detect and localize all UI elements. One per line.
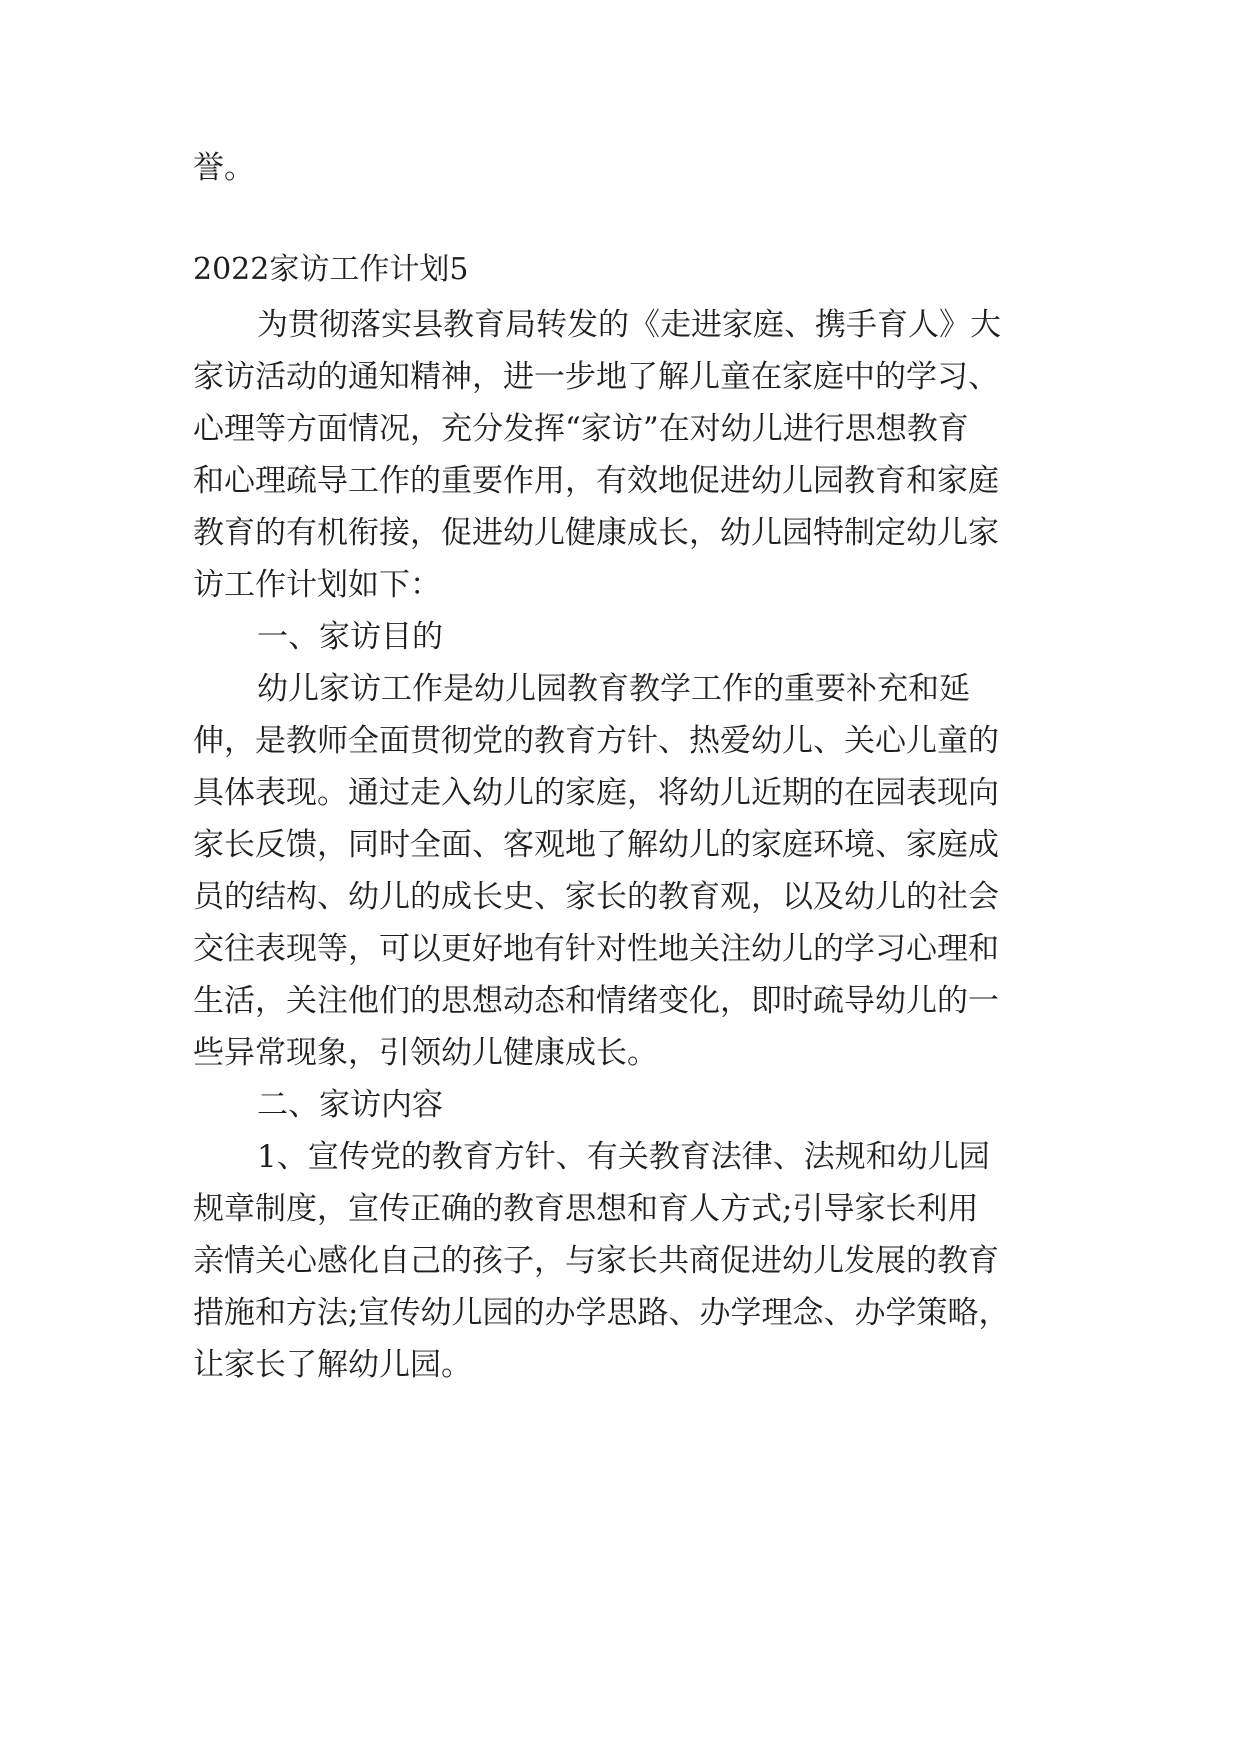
carryover-text: 誉。: [193, 150, 255, 186]
body-line: 具体表现。通过走入幼儿的家庭，将幼儿近期的在园表现向: [193, 775, 999, 811]
intro-line: 教育的有机衔接，促进幼儿健康成长，幼儿园特制定幼儿家: [193, 515, 999, 551]
body-line: 规章制度，宣传正确的教育思想和育人方式;引导家长利用: [193, 1191, 979, 1227]
body-line: 家长反馈，同时全面、客观地了解幼儿的家庭环境、家庭成: [193, 827, 999, 863]
intro-line: 和心理疏导工作的重要作用，有效地促进幼儿园教育和家庭: [193, 463, 999, 499]
body-line: 让家长了解幼儿园。: [193, 1347, 472, 1383]
body-line: 生活，关注他们的思想动态和情绪变化，即时疏导幼儿的一: [193, 983, 999, 1019]
intro-line: 访工作计划如下：: [193, 567, 441, 603]
body-line: 些异常现象，引领幼儿健康成长。: [193, 1035, 658, 1071]
body-line: 交往表现等，可以更好地有针对性地关注幼儿的学习心理和: [193, 931, 999, 967]
subsection-heading: 一、家访目的: [257, 619, 443, 655]
intro-line: 家访活动的通知精神，进一步地了解儿童在家庭中的学习、: [193, 359, 999, 395]
body-line: 伸，是教师全面贯彻党的教育方针、热爱幼儿、关心儿童的: [193, 723, 999, 759]
body-line: 亲情关心感化自己的孩子，与家长共商促进幼儿发展的教育: [193, 1243, 999, 1279]
intro-line: 为贯彻落实县教育局转发的《走进家庭、携手育人》大: [257, 307, 1001, 343]
body-line: 措施和方法;宣传幼儿园的办学思路、办学理念、办学策略，: [193, 1295, 1010, 1331]
section-title: 2022家访工作计划5: [193, 252, 469, 287]
body-line: 幼儿家访工作是幼儿园教育教学工作的重要补充和延: [257, 671, 970, 707]
body-line: 1、宣传党的教育方针、有关教育法律、法规和幼儿园: [257, 1139, 990, 1175]
body-line: 员的结构、幼儿的成长史、家长的教育观，以及幼儿的社会: [193, 879, 999, 915]
subsection-heading: 二、家访内容: [257, 1087, 443, 1123]
intro-line: 心理等方面情况，充分发挥“家访”在对幼儿进行思想教育: [193, 411, 969, 447]
